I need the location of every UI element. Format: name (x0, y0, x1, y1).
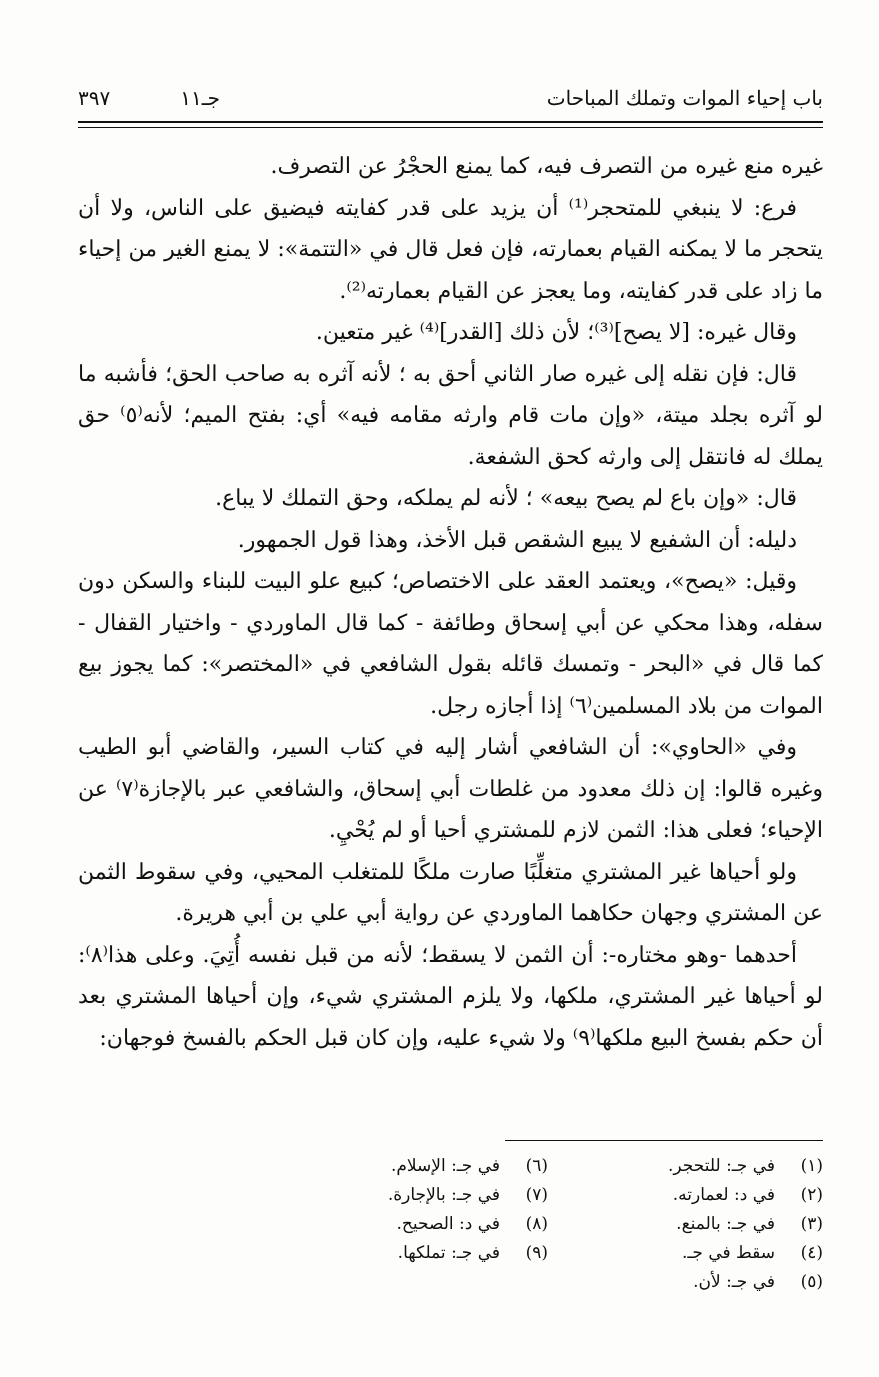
paragraph: دليله: أن الشفيع لا يبيع الشقص قبل الأخذ، وهذا قول الجمهور. (237, 527, 797, 553)
footnote (668, 1210, 823, 1239)
header-left-group (78, 86, 220, 110)
footnote (668, 1239, 823, 1268)
footnotes (200, 1152, 823, 1297)
footnote-number: (٤) (800, 1243, 823, 1263)
header-rule-thin (78, 127, 823, 128)
footnotes-left-column (388, 1152, 548, 1297)
paragraph: فرع: لا ينبغي للمتحجر⁽¹⁾ أن يزيد على قدر كفايته فيضيق على الناس، ولا أن يتحجر ما لا يمكنه القيام بعمارته، فإن فعل قال في «التتمة»: لا يمنع الغير من إحياء ما زاد على قدر كفايته، وما يعجز عن القيام بعمارته⁽²⁾. (78, 195, 823, 304)
footnote-number: (٣) (800, 1214, 823, 1234)
footnote (388, 1239, 548, 1268)
paragraph: غيره منع غيره من التصرف فيه، كما يمنع الحجْرُ عن التصرف. (270, 154, 823, 179)
footnote (668, 1181, 823, 1210)
chapter-title: باب إحياء الموات وتملك المباحات (546, 86, 823, 110)
footnotes-right-column (668, 1152, 823, 1297)
footnote (388, 1181, 548, 1210)
page-number: ٣٩٧ (78, 86, 111, 110)
footnote-text: سقط في جـ. (682, 1243, 775, 1263)
volume-label: جـ١١ (180, 86, 220, 110)
footnote (668, 1152, 823, 1181)
main-text (78, 146, 823, 1059)
paragraph: قال: «وإن باع لم يصح بيعه» ؛ لأنه لم يملكه، وحق التملك لا يباع. (215, 486, 797, 511)
header-rule-thick (78, 121, 823, 123)
footnote-number: (٦) (525, 1156, 548, 1176)
footnote-text: في د: الصحيح. (396, 1214, 500, 1234)
footnote-text: في جـ: بالمنع. (676, 1214, 775, 1234)
footnote-number: (٥) (800, 1272, 823, 1292)
paragraph: وقال غيره: [لا يصح]⁽³⁾؛ لأن ذلك [القدر]⁽⁴⁾ غير متعين. (315, 320, 797, 345)
footnote-number: (٢) (800, 1185, 823, 1205)
footnote-number: (٧) (525, 1185, 548, 1205)
paragraph: وفي «الحاوي»: أن الشافعي أشار إليه في كتاب السير، والقاضي أبو الطيب وغيره قالوا: إن ذلك معدود من غلطات أبي إسحاق، والشافعي عبر بالإجازة⁽٧⁾ عن الإحياء؛ فعلى هذا: الثمن لازم للمشتري أحيا أو لم يُحْيِ. (78, 735, 823, 843)
footnote-text: في د: لعمارته. (672, 1185, 775, 1205)
footnote (668, 1268, 823, 1297)
footnote-text: في جـ: بالإجارة. (387, 1185, 500, 1205)
footnote-text: في جـ: الإسلام. (390, 1156, 500, 1176)
footnote-text: في جـ: تملكها. (397, 1243, 500, 1263)
running-header (78, 78, 823, 118)
paragraph: وقيل: «يصح»، ويعتمد العقد على الاختصاص؛ كبيع علو البيت للبناء والسكن دون سفله، وهذا محكي عن أبي إسحاق وطائفة - كما قال الماوردي - واختيار القفال - كما قال في «البحر - وتمسك قائله بقول الشافعي في «المختصر»: كما يجوز بيع الموات من بلاد المسلمين⁽٦⁾ إذا أجازه رجل. (78, 569, 823, 719)
footnote (388, 1152, 548, 1181)
footnote-text: في جـ: للتحجر. (668, 1156, 775, 1176)
footnote (388, 1210, 548, 1239)
footnote-number: (٩) (525, 1243, 548, 1263)
footnote-text: في جـ: لأن. (693, 1272, 775, 1292)
paragraph: أحدهما -وهو مختاره-: أن الثمن لا يسقط؛ لأنه من قبل نفسه أُتِيَ. وعلى هذا⁽٨⁾: لو أحياها غير المشتري، ملكها، ولا يلزم المشتري شيء، وإن أحياها المشتري بعد أن حكم بفسخ البيع ملكها⁽٩⁾ ولا شيء عليه، وإن كان قبل الحكم بالفسخ فوجهان: (78, 942, 823, 1051)
paragraph: ولو أحياها غير المشتري متغلِّبًا صارت ملكًا للمتغلب المحيي، وفي سقوط الثمن عن المشتري وجهان حكاهما الماوردي عن رواية أبي علي بن أبي هريرة. (78, 859, 823, 926)
footnote-number: (١) (800, 1156, 823, 1176)
paragraph: قال: فإن نقله إلى غيره صار الثاني أحق به ؛ لأنه آثره به صاحب الحق؛ فأشبه ما لو آثره بجلد ميتة، «وإن مات قام وارثه مقامه فيه» أي: بفتح الميم؛ لأنه⁽٥⁾ حق يملك له فانتقل إلى وارثه كحق الشفعة. (78, 361, 823, 470)
footnote-number: (٨) (525, 1214, 548, 1234)
footnote-separator (505, 1140, 823, 1141)
